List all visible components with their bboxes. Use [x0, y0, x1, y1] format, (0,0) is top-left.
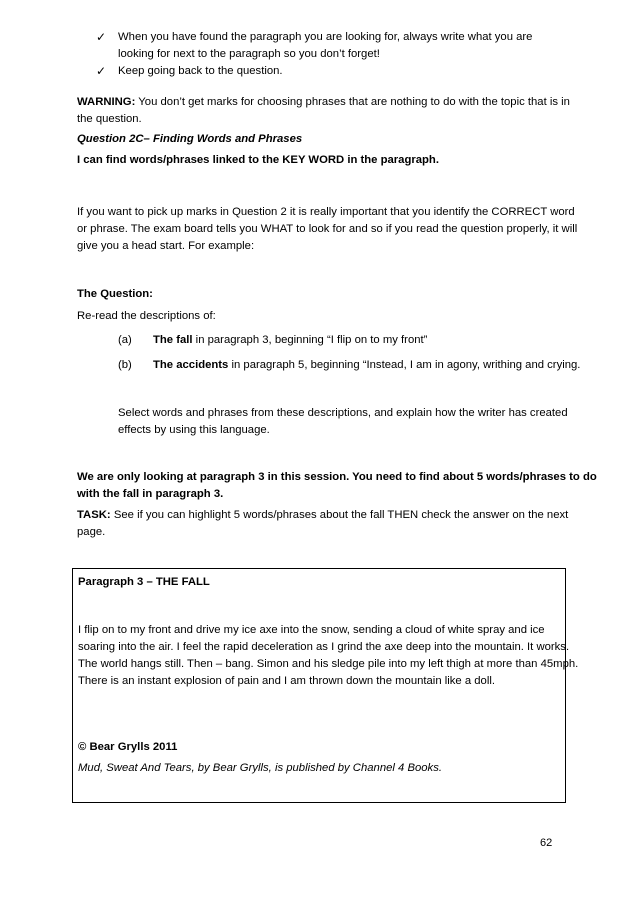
item-b-label: (b) — [118, 359, 132, 371]
select-line-2: effects by using this language. — [118, 424, 270, 436]
session-note-line-2: with the fall in paragraph 3. — [77, 488, 224, 500]
bullet-1-line-1: When you have found the paragraph you are looking for, always write what you are — [118, 31, 533, 43]
the-question-heading: The Question: — [77, 288, 153, 300]
task-label: TASK: — [77, 509, 111, 521]
box-text-line-4: There is an instant explosion of pain and I am thrown down the mountain like a doll. — [78, 675, 495, 687]
warning-label: WARNING: — [77, 96, 136, 108]
session-note-line-1: We are only looking at paragraph 3 in this session. You need to find about 5 words/phrases to do — [77, 471, 597, 483]
item-a-rest: in paragraph 3, beginning “I flip on to my front” — [192, 334, 428, 346]
question-heading: Question 2C– Finding Words and Phrases — [77, 133, 303, 145]
task-line-2: page. — [77, 526, 106, 538]
item-a-label: (a) — [118, 334, 132, 346]
reread-instruction: Re-read the descriptions of: — [77, 310, 216, 322]
item-a-bold: The fall — [153, 334, 193, 346]
warning-line-1 — [77, 95, 570, 109]
objective: I can find words/phrases linked to the KEY WORD in the paragraph. — [77, 154, 439, 166]
warning-line-2: the question. — [77, 113, 142, 125]
intro-line-3: give you a head start. For example: — [77, 240, 255, 252]
item-b-bold: The accidents — [153, 359, 229, 371]
select-line-1: Select words and phrases from these descriptions, and explain how the writer has created — [118, 407, 568, 419]
item-b-rest: in paragraph 5, beginning “Instead, I am in agony, writhing and crying. — [228, 359, 581, 371]
box-text-line-2: soaring into the air. I feel the rapid deceleration as I grind the axe deep into the mountain. It works. — [78, 641, 570, 653]
bullet-2-line-1: Keep going back to the question. — [118, 65, 283, 77]
box-text-line-3: The world hangs still. Then – bang. Simon and his sledge pile into my left thigh at more than 45mph. — [78, 658, 579, 670]
box-title: Paragraph 3 – THE FALL — [78, 576, 210, 588]
copyright: © Bear Grylls 2011 — [78, 741, 178, 753]
paragraph-box — [72, 568, 579, 803]
bullet-1-line-2: looking for next to the paragraph so you don’t forget! — [118, 48, 380, 60]
warning-text: You don’t get marks for choosing phrases that are nothing to do with the topic that is in — [135, 96, 570, 108]
task-line-1 — [77, 508, 568, 522]
intro-line-2: or phrase. The exam board tells you WHAT to look for and so if you read the question properly, it will — [77, 223, 578, 235]
intro-line-1: If you want to pick up marks in Question 2 it is really important that you identify the CORRECT word — [77, 206, 575, 218]
page-number: 62 — [540, 837, 553, 849]
check-icon: ✓ — [96, 30, 107, 44]
task-text: See if you can highlight 5 words/phrases about the fall THEN check the answer on the next — [110, 509, 569, 521]
item-b-text — [153, 358, 580, 372]
item-a-text — [153, 333, 427, 347]
source-citation: Mud, Sweat And Tears, by Bear Grylls, is published by Channel 4 Books. — [78, 762, 442, 774]
box-text-line-1: I flip on to my front and drive my ice axe into the snow, sending a cloud of white spray and ice — [78, 624, 545, 636]
check-icon: ✓ — [96, 64, 107, 78]
